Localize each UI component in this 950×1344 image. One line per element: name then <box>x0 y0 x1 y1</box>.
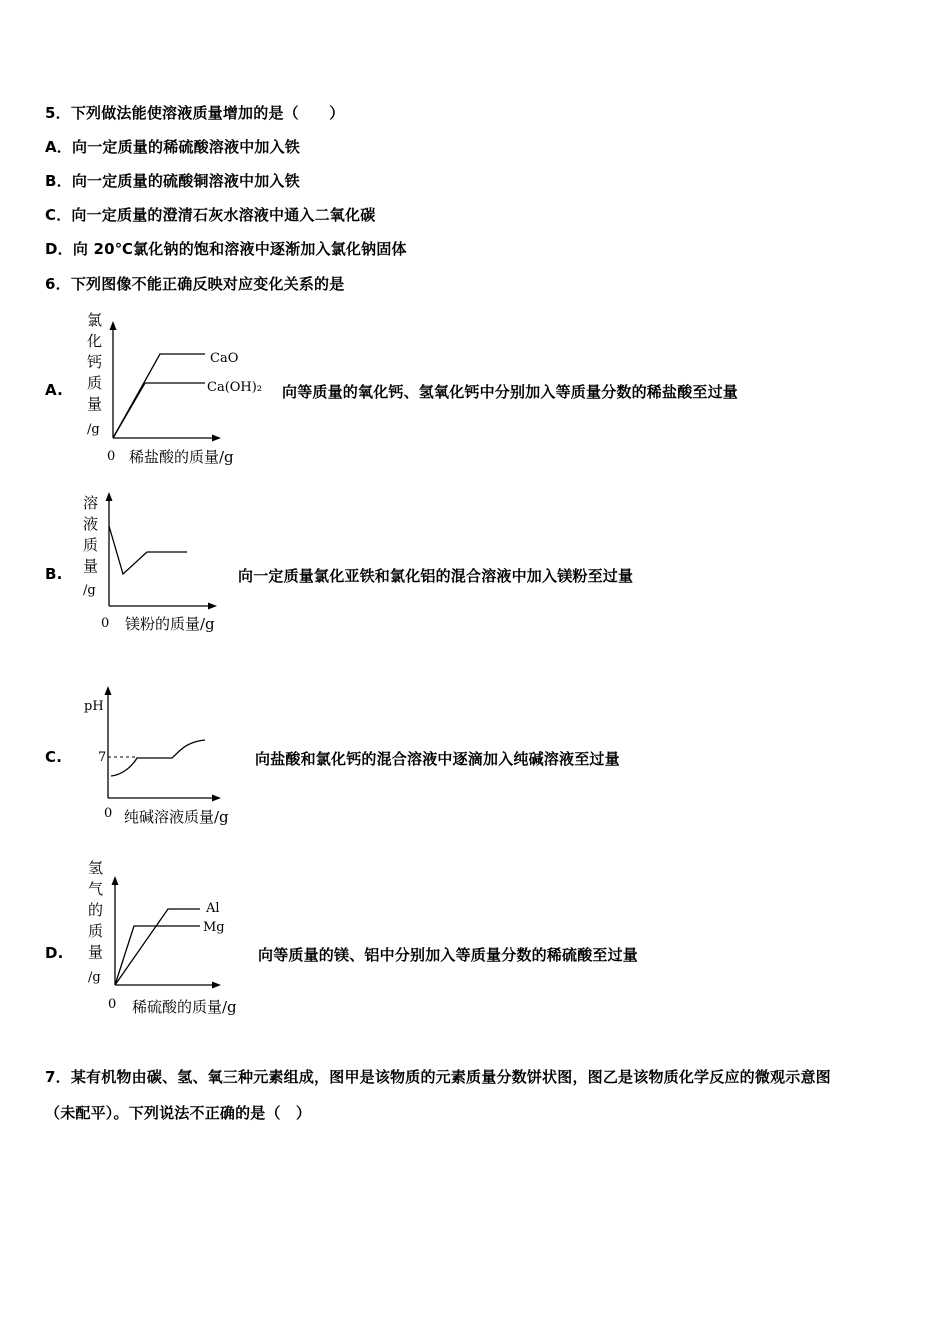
q7-stem-line1: 7．某有机物由碳、氢、氧三种元素组成，图甲是该物质的元素质量分数饼状图，图乙是该物质化学反应的微观示意图 <box>45 1068 831 1086</box>
y-tick-7: 7 <box>98 750 107 765</box>
y-label-char: 钙 <box>87 353 103 371</box>
q6-stem: 6．下列图像不能正确反映对应变化关系的是 <box>45 275 345 293</box>
ph-curve <box>111 740 205 776</box>
origin-label: 0 <box>107 449 116 464</box>
series-line-mg <box>115 926 200 985</box>
q6-graph-a <box>75 305 275 475</box>
y-axis <box>112 876 119 985</box>
y-label-char: 质 <box>88 922 104 940</box>
x-axis <box>113 435 221 442</box>
q6-option-d-desc: 向等质量的镁、铝中分别加入等质量分数的稀硫酸至过量 <box>258 946 639 964</box>
x-axis-label: 稀硫酸的质量/g <box>132 998 237 1016</box>
y-label-char: 质 <box>83 536 99 554</box>
y-label-char: 量 <box>88 943 104 961</box>
q6-option-a-desc: 向等质量的氧化钙、氢氧化钙中分别加入等质量分数的稀盐酸至过量 <box>282 383 739 401</box>
x-axis <box>109 603 217 610</box>
q6-option-b-desc: 向一定质量氯化亚铁和氯化铝的混合溶液中加入镁粉至过量 <box>238 567 634 585</box>
x-axis <box>108 795 221 802</box>
q6-option-c-letter: C. <box>45 748 63 766</box>
y-label-char: 的 <box>88 901 104 919</box>
y-unit: /g <box>83 583 96 598</box>
q5-option-d: D．向 20℃氯化钠的饱和溶液中逐渐加入氯化钠固体 <box>45 240 407 258</box>
y-unit: /g <box>88 970 101 985</box>
y-label-char: 液 <box>83 515 99 533</box>
y-label-char: 量 <box>87 395 103 413</box>
q6-option-c-desc: 向盐酸和氯化钙的混合溶液中逐滴加入纯碱溶液至过量 <box>255 750 620 768</box>
y-label-char: 溶 <box>83 494 99 512</box>
x-axis-label: 稀盐酸的质量/g <box>129 448 234 466</box>
y-axis <box>106 492 113 606</box>
series-line-cao <box>113 354 205 438</box>
y-unit: /g <box>87 422 100 437</box>
origin-label: 0 <box>104 806 113 821</box>
origin-label: 0 <box>108 997 117 1012</box>
y-label-char: 氢 <box>88 859 104 877</box>
q7-stem-line2: （未配平）。下列说法不正确的是（ ） <box>45 1104 312 1122</box>
series-label-mg: Mg <box>203 920 225 935</box>
q5-option-c: C．向一定质量的澄清石灰水溶液中通入二氧化碳 <box>45 206 376 224</box>
x-axis-label: 纯碱溶液质量/g <box>124 808 229 826</box>
series-label-cao: CaO <box>210 351 239 366</box>
x-axis <box>115 982 221 989</box>
q5-option-a: A．向一定质量的稀硫酸溶液中加入铁 <box>45 138 301 156</box>
y-axis <box>105 686 112 798</box>
series-line-caoh2 <box>113 383 205 438</box>
y-label-char: 质 <box>87 374 103 392</box>
q6-option-a-letter: A. <box>45 381 63 399</box>
q6-option-b-letter: B. <box>45 565 63 583</box>
q6-option-d-letter: D. <box>45 944 64 962</box>
origin-label: 0 <box>101 616 110 631</box>
y-axis-label: pH <box>84 699 104 714</box>
q6-graph-d <box>75 853 265 1023</box>
y-label-char: 量 <box>83 557 99 575</box>
q5-stem: 5．下列做法能使溶液质量增加的是（ ） <box>45 104 345 122</box>
y-axis <box>110 321 117 438</box>
y-label-char: 气 <box>88 880 104 898</box>
q5-option-b: B．向一定质量的硫酸铜溶液中加入铁 <box>45 172 300 190</box>
q6-graph-c <box>75 680 255 835</box>
q6-graph-b <box>75 488 255 643</box>
y-label-char: 氯 <box>87 311 103 329</box>
series-label-caoh2: Ca(OH)₂ <box>207 380 263 395</box>
series-label-al: Al <box>206 901 220 916</box>
x-axis-label: 镁粉的质量/g <box>125 615 215 633</box>
y-label-char: 化 <box>87 332 103 350</box>
solution-mass-curve <box>109 526 187 574</box>
